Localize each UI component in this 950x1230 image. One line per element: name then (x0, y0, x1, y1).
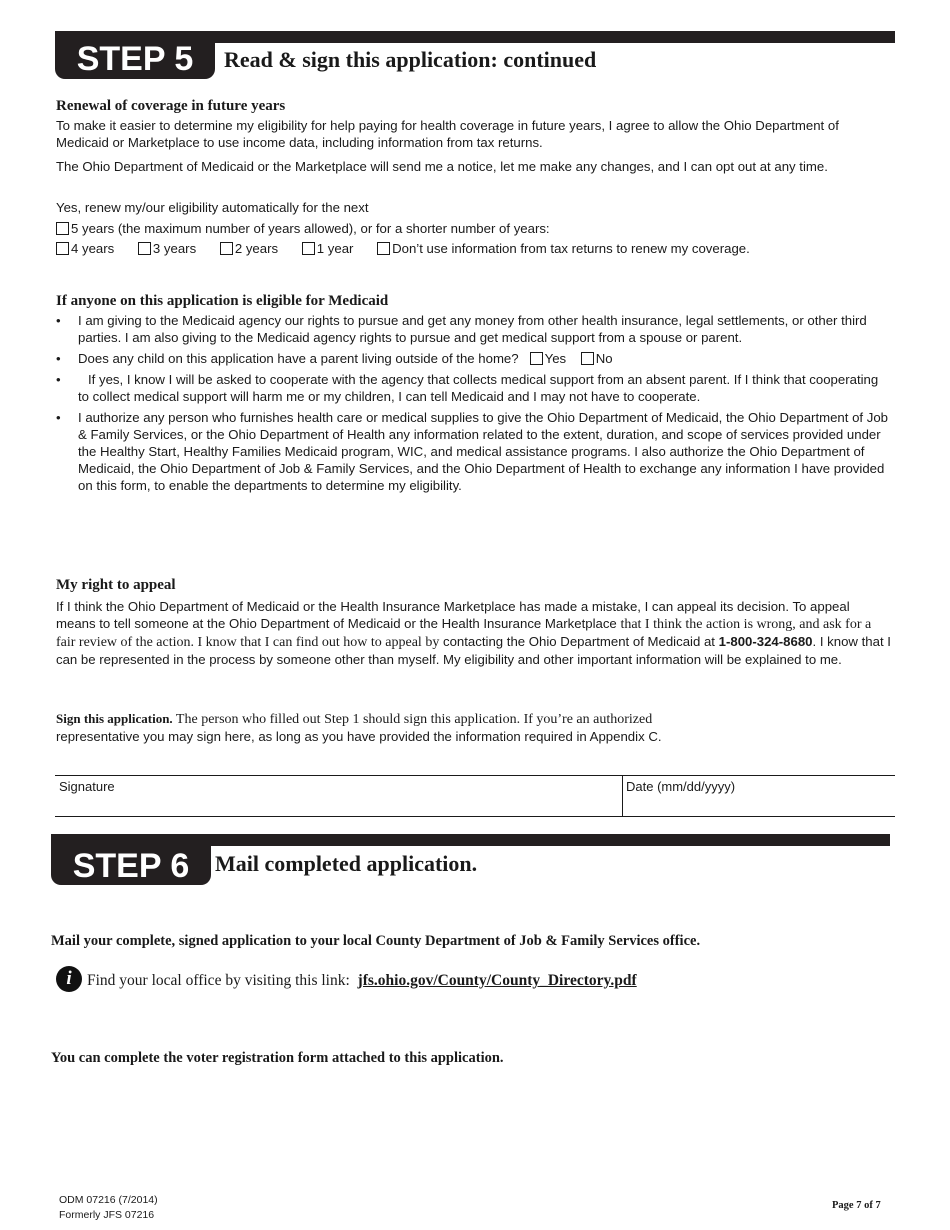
step6-title: Mail completed application. (215, 851, 478, 876)
bullet-icon: • (56, 313, 61, 328)
county-directory-link[interactable]: jfs.ohio.gov/County/County_Directory.pdf (357, 972, 637, 989)
medicaid-bullet-list (56, 312, 891, 498)
date-field[interactable]: Date (mm/dd/yyyy) (626, 779, 736, 794)
sign-lead: Sign this application. (56, 711, 173, 726)
label-2-years: 2 years (234, 241, 279, 256)
label-5-years: 5 years (the maximum number of years allowed), or for a shorter number of years: (71, 221, 550, 236)
bullet-icon: • (56, 372, 61, 387)
list-item: • I authorize any person who furnishes health care or medical supplies to give the Ohio Department of Medicaid, the Ohio Department of Job & Family Services, or the Ohio Department of Health any information related to the extent, duration, and scope of services provided under the Healthy Start, Healthy Families Medicaid program, WIC, and medical assistance programs. I also authorize the Ohio Department of Medicaid, the Ohio Department of Job & Family Services, and the Ohio Department of Health to exchange any information I have provided on this form, to enable the departments to determine my eligibility. (56, 410, 889, 493)
checkbox-4-years[interactable] (56, 242, 69, 255)
checkbox-5-years[interactable] (56, 222, 69, 235)
sign-instructions: Sign this application. The person who filled out Step 1 should sign this application. If you’re an authorized representative you may sign here, as long as you have provided the information required in Appendix C. (56, 711, 662, 744)
step6-tab: STEP 6 (51, 834, 211, 885)
renewal-paragraph-3: Yes, renew my/our eligibility automatically for the next (56, 200, 369, 215)
appeal-phone-number: 1-800-324-8680 (718, 634, 813, 649)
form-number: ODM 07216 (7/2014) Formerly JFS 07216 (59, 1194, 158, 1221)
signature-field[interactable]: Signature (59, 779, 115, 794)
signature-box-divider (622, 775, 623, 817)
renewal-paragraph-1: To make it easier to determine my eligibility for help paying for health coverage in future years, I agree to allow the Ohio Department of Medicaid or Marketplace to use income data, including information from tax returns. (56, 118, 839, 150)
checkbox-3-years[interactable] (138, 242, 151, 255)
appeal-heading: My right to appeal (56, 577, 176, 593)
checkbox-parent-outside-no[interactable] (581, 352, 594, 365)
mail-instructions: Mail your complete, signed application to your local County Department of Job & Family Services office. (51, 933, 701, 949)
renewal-heading: Renewal of coverage in future years (56, 98, 286, 114)
renewal-option-5-years-row (56, 220, 550, 237)
list-item: • Does any child on this application have a parent living outside of the home? Yes No (56, 351, 613, 366)
find-office-line: Find your local office by visiting this link: jfs.ohio.gov/County/County_Directory.pdf (87, 972, 637, 989)
label-1-year: 1 year (316, 241, 354, 256)
renewal-shorter-options-row (56, 240, 770, 257)
page-number: Page 7 of 7 (832, 1200, 881, 1211)
checkbox-dont-use-tax-info[interactable] (377, 242, 390, 255)
checkbox-parent-outside-yes[interactable] (530, 352, 543, 365)
label-dont-use-tax-info: Don’t use information from tax returns to renew my coverage. (392, 241, 750, 256)
label-4-years: 4 years (71, 241, 115, 256)
label-3-years: 3 years (152, 241, 197, 256)
signature-box-top-rule (55, 775, 895, 776)
voter-registration-note: You can complete the voter registration form attached to this application. (51, 1050, 504, 1066)
list-item: • If yes, I know I will be asked to cooperate with the agency that collects medical support from an absent parent. If I think that cooperating to collect medical support will harm me or my children, I can tell Medicaid and I may not have to cooperate. (56, 372, 879, 404)
medicaid-heading: If anyone on this application is eligible for Medicaid (56, 293, 389, 309)
step5-title: Read & sign this application: continued (224, 47, 597, 72)
bullet-icon: • (56, 351, 61, 366)
checkbox-2-years[interactable] (220, 242, 233, 255)
list-item: • I am giving to the Medicaid agency our rights to pursue and get any money from other health insurance, legal settlements, or other third parties. I am also giving to the Medicaid agency rights to pursue and get medical support from a spouse or parent. (56, 313, 867, 345)
info-icon: i (56, 966, 82, 992)
bullet-icon: • (56, 410, 61, 425)
step5-tab: STEP 5 (55, 31, 215, 79)
appeal-paragraph: If I think the Ohio Department of Medicaid or the Health Insurance Marketplace has made a mistake, I can appeal its decision. To appeal means to tell someone at the Ohio Department of Medicaid or the Health Insurance Marketplace that I think the action is wrong, and ask for a fair review of the action. I know that I can find out how to appeal by contacting the Ohio Department of Medicaid at 1-800-324-8680. I know that I can be represented in the process by someone other than myself. My eligibility and other important information will be explained to me. (56, 599, 891, 667)
checkbox-1-year[interactable] (302, 242, 315, 255)
label-yes: Yes (544, 351, 567, 366)
renewal-paragraph-2: The Ohio Department of Medicaid or the Marketplace will send me a notice, let me make any changes, and I can opt out at any time. (56, 159, 828, 174)
label-no: No (595, 351, 613, 366)
signature-box-bottom-rule (55, 816, 895, 817)
